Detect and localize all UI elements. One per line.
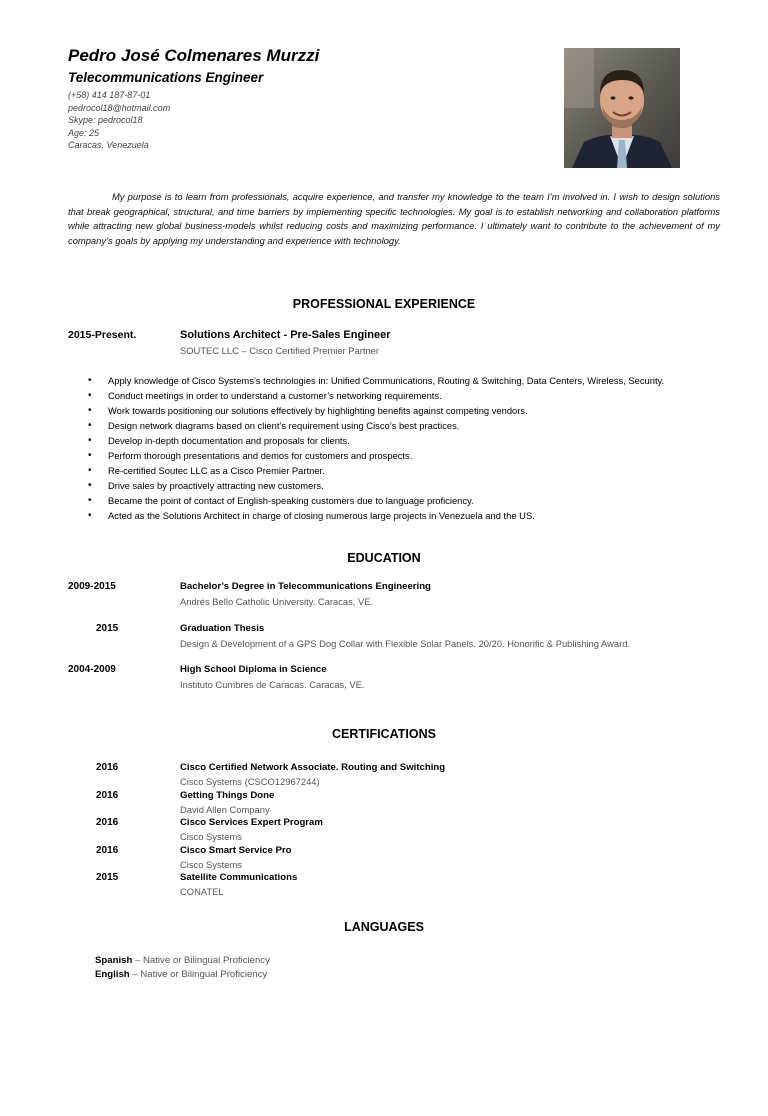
list-item: • Develop in-depth documentation and proposals for clients. [108,433,728,448]
section-heading-languages: LANGUAGES [344,920,424,934]
list-item: • Design network diagrams based on client’s requirement using Cisco’s best practices. [108,418,728,433]
contact-phone: (+58) 414 187-87-01 [68,90,151,100]
certification-title: Cisco Certified Network Associate. Routing and Switching [180,762,446,773]
language-name: English [95,969,130,980]
list-item: • Became the point of contact of English-speaking customers due to language proficiency. [108,493,728,508]
language-row-spanish [95,955,270,966]
certification-title: Getting Things Done [180,790,275,801]
education-detail: Andrés Bello Catholic University. Caracas, VE. [180,596,374,607]
list-item: • Perform thorough presentations and demos for customers and prospects. [108,448,728,463]
language-level: – Native or Bilingual Proficiency [132,955,270,966]
contact-email: pedrocol18@hotmail.com [68,102,171,113]
education-title: Graduation Thesis [180,623,265,634]
education-title: Bachelor’s Degree in Telecommunications Engineering [180,581,431,592]
language-row-english [95,969,267,980]
certification-title: Cisco Smart Service Pro [180,845,292,856]
education-title: High School Diploma in Science [180,664,327,675]
certification-issuer: Cisco Systems [180,859,242,870]
contact-location: Caracas, Venezuela [68,140,149,150]
list-item: • Drive sales by proactively attracting new customers. [108,478,728,493]
list-item: • Work towards positioning our solutions effectively by highlighting benefits against competing vendors. [108,403,728,418]
experience-role: Solutions Architect - Pre-Sales Engineer [180,329,391,341]
certification-title: Satellite Communications [180,872,298,883]
section-heading-experience: PROFESSIONAL EXPERIENCE [292,297,476,311]
section-heading-certifications: CERTIFICATIONS [332,727,436,741]
education-year: 2015 [96,623,119,634]
experience-duties-list [108,373,728,523]
candidate-name: Pedro José Colmenares Murzzi [68,46,320,65]
certification-issuer: Cisco Systems [180,831,242,842]
education-detail: Instituto Cumbres de Caracas. Caracas, VE. [180,679,365,690]
education-year: 2009-2015 [68,581,116,592]
experience-company: SOUTEC LLC – Cisco Certified Premier Partner [180,345,380,356]
certification-year: 2016 [96,845,119,856]
certification-year: 2016 [96,762,119,773]
list-item: • Re-certified Soutec LLC as a Cisco Premier Partner. [108,463,728,478]
experience-period: 2015-Present. [68,329,137,341]
section-heading-education: EDUCATION [347,551,421,565]
education-year: 2004-2009 [68,664,116,675]
certification-year: 2015 [96,872,119,883]
contact-skype: Skype: pedrocol18 [68,115,143,125]
list-item: • Apply knowledge of Cisco Systems’s technologies in: Unified Communications, Routing & Switching, Data Centers, Wireless, Security. [108,373,728,388]
language-level: – Native or Bilingual Proficiency [129,969,268,980]
objective-statement: My purpose is to learn from professionals, acquire experience, and transfer my knowledge to the team I’m involved in. I wish to design solutions that break geographical, structural, and time barriers by implementing specific technologies. My goal is to establish networking and collaboration platforms while attracting new global business-models whilst reducing costs and maximizing performance. I ultimately want to contribute to the achievement of my company’s goals by applying my understanding and experience with technology. [68,191,720,246]
certification-year: 2016 [96,790,119,801]
contact-info [68,89,170,152]
certification-issuer: CONATEL [180,886,224,897]
list-item: • Acted as the Solutions Architect in charge of closing numerous large projects in Venezuela and the US. [108,508,728,523]
certification-issuer: David Allen Company [180,804,270,815]
certification-issuer: Cisco Systems (CSCO12967244) [180,776,320,787]
language-name: Spanish [95,955,133,966]
profile-photo [564,48,680,168]
certification-title: Cisco Services Expert Program [180,817,323,828]
candidate-title: Telecommunications Engineer [68,70,264,85]
contact-age: Age: 25 [68,127,100,138]
certification-year: 2016 [96,817,119,828]
list-item: • Conduct meetings in order to understand a customer’s networking requirements. [108,388,728,403]
education-detail: Design & Development of a GPS Dog Collar with Flexible Solar Panels. 20/20. Honorific & Publishing Award. [180,638,631,649]
